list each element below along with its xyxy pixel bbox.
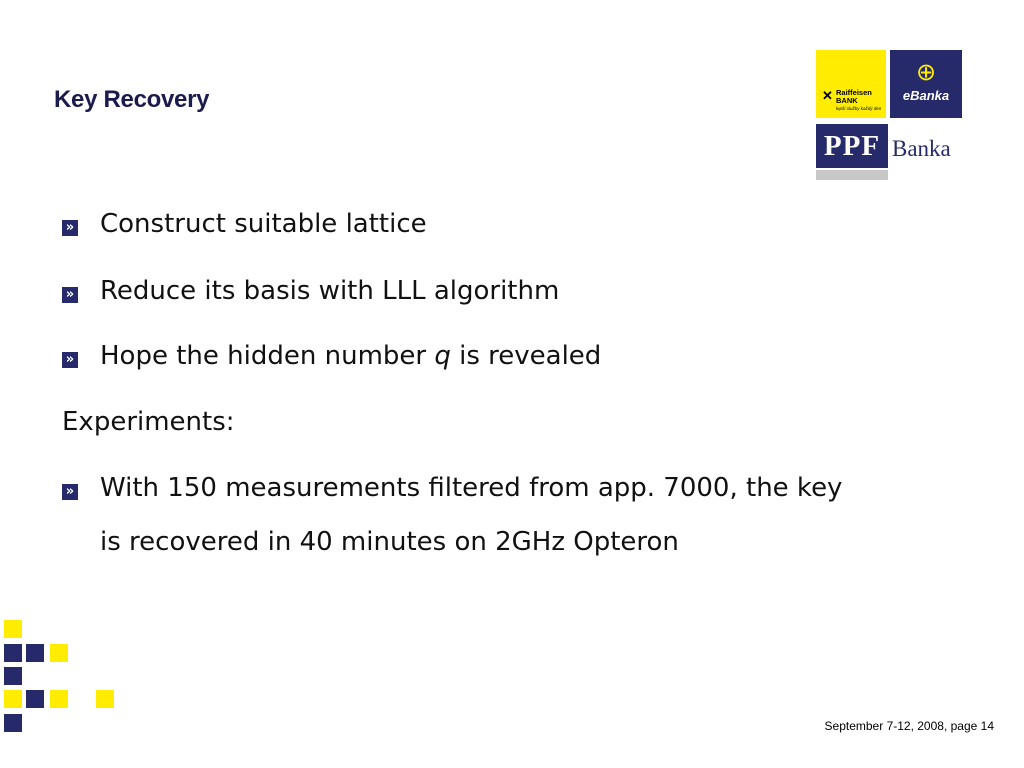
double-chevron-right-icon: »: [62, 287, 78, 303]
decor-square: [4, 714, 22, 732]
ppf-logo-bar: [816, 170, 888, 180]
decor-square: [4, 667, 22, 685]
section-heading: Experiments:: [62, 407, 235, 437]
experiment-line-1: With 150 measurements filtered from app. 7000, the key: [100, 473, 843, 503]
raiffeisen-name-line2: BANK: [836, 96, 858, 105]
ebanka-symbol-icon: ⊕: [915, 59, 937, 86]
raiffeisen-logo: [816, 50, 886, 118]
double-chevron-right-icon: »: [62, 484, 78, 500]
ebanka-text: eBanka: [902, 88, 950, 103]
decor-square: [4, 690, 22, 708]
decor-square: [50, 644, 68, 662]
banka-text: Banka: [892, 136, 951, 161]
slide-footer: September 7-12, 2008, page 14: [824, 719, 994, 733]
slide-title: Key Recovery: [54, 86, 210, 113]
bullet-text: [100, 336, 601, 376]
decor-square: [4, 644, 22, 662]
bullet-text-post: is revealed: [450, 341, 602, 371]
raiffeisen-slogan: lepší služby každý den: [836, 106, 882, 111]
decor-square: [26, 644, 44, 662]
double-chevron-right-icon: »: [62, 220, 78, 236]
bullet-text: Construct suitable lattice: [100, 209, 427, 239]
experiment-line-2: is recovered in 40 minutes on 2GHz Opteron: [100, 527, 679, 557]
raiffeisen-name-line1: Raiffeisen: [836, 88, 872, 97]
bullet-text-pre: Hope the hidden number: [100, 341, 435, 371]
variable-q: q: [434, 341, 451, 371]
bank-logo: [816, 50, 962, 182]
decor-square: [50, 690, 68, 708]
decor-square: [26, 690, 44, 708]
bullet-text: Reduce its basis with LLL algorithm: [100, 276, 560, 306]
raiffeisen-gable-icon: ✕: [822, 88, 833, 103]
ppf-logo: PPF: [816, 124, 888, 168]
double-chevron-right-icon: »: [62, 352, 78, 368]
ebanka-logo: [890, 50, 962, 118]
decor-square: [4, 620, 22, 638]
decor-square: [96, 690, 114, 708]
